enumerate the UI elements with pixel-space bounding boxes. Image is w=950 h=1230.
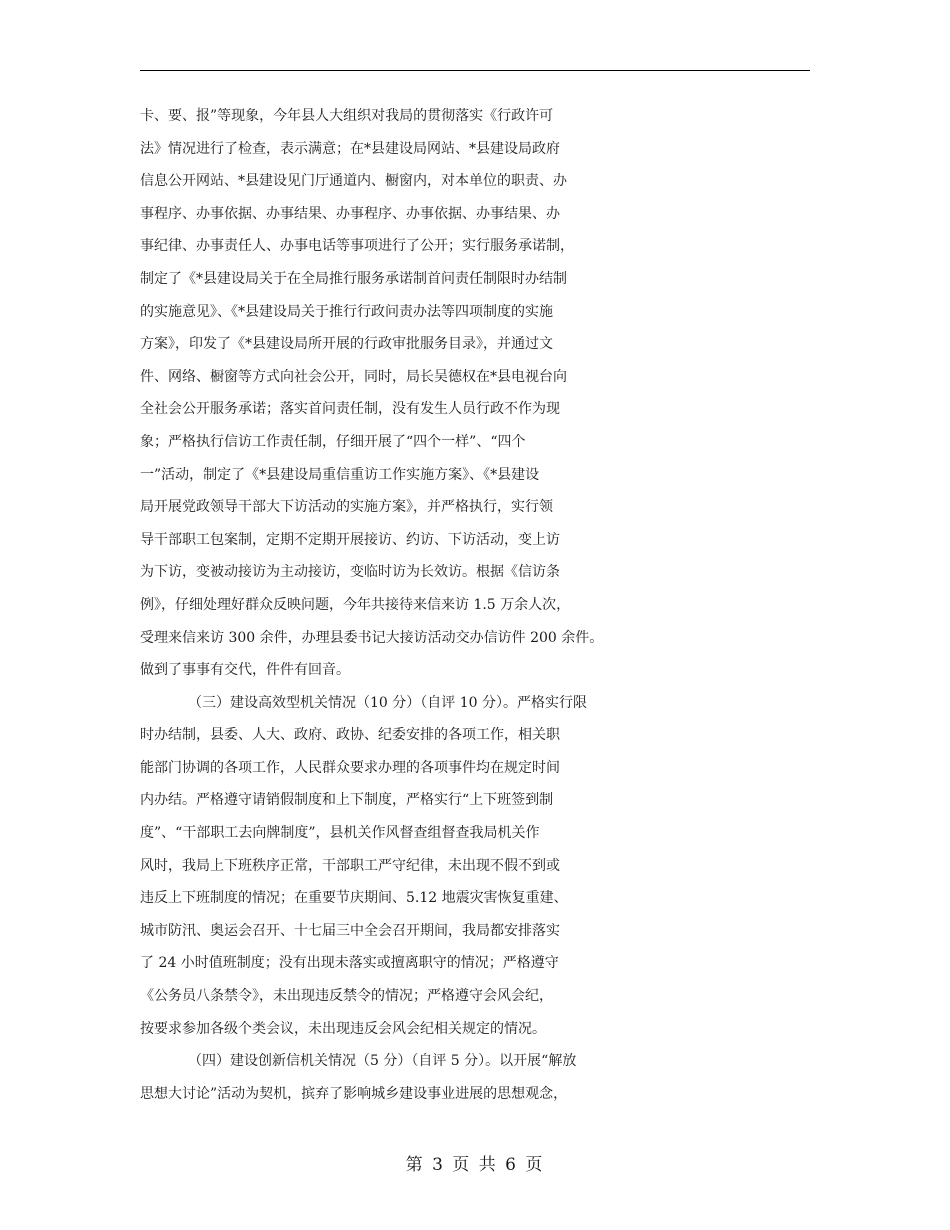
text-line: 做到了事事有交代，件件有回音。 (140, 662, 350, 679)
text-line: 按要求参加各级个类会议，未出现违反会风会纪相关规定的情况。 (140, 1020, 546, 1037)
footer-middle: 页 共 (452, 1155, 498, 1175)
text-line: 受理来信来访 300 余件，办理县委书记大接访活动交办信访件 200 余件。 (140, 629, 604, 646)
text-line: 能部门协调的各项工作，人民群众要求办理的各项事件均在规定时间 (140, 759, 560, 776)
footer-suffix: 页 (525, 1155, 545, 1175)
text-line: 局开展党政领导干部大下访活动的实施方案》，并严格执行，实行领 (140, 499, 553, 516)
text-line: 度”、“干部职工去向牌制度”，县机关作风督查组督查我局机关作 (140, 825, 540, 842)
text-line: 《公务员八条禁令》，未出现违反禁令的情况；严格遵守会风会纪， (140, 988, 553, 1005)
text-line: 风时，我局上下班秩序正常，干部职工严守纪律，未出现不假不到或 (140, 857, 560, 874)
text-line: 方案》，印发了《*县建设局所开展的行政审批服务目录》，并通过文 (140, 336, 553, 353)
text-line: （四）建设创新信机关情况（5 分）（自评 5 分）。以开展“解放 (188, 1053, 577, 1070)
text-line: 事纪律、办事责任人、办事电话等事项进行了公开；实行服务承诺制， (140, 238, 574, 255)
footer-current-page: 3 (432, 1155, 445, 1175)
text-line: 时办结制，县委、人大、政府、政协、纪委安排的各项工作，相关职 (140, 727, 560, 744)
text-line: 一”活动，制定了《*县建设局重信重访工作实施方案》、《*县建设 (140, 466, 540, 483)
text-line: 城市防汛、奥运会召开、十七届三中全会召开期间，我局都安排落实 (140, 922, 560, 939)
text-line: 件、网络、橱窗等方式向社会公开，同时，局长吴德权在*县电视台向 (140, 368, 567, 385)
text-line: （三）建设高效型机关情况（10 分）（自评 10 分）。严格实行限 (188, 694, 587, 711)
body-text (140, 100, 840, 1110)
text-line: 事程序、办事依据、办事结果、办事程序、办事依据、办事结果、办 (140, 205, 560, 222)
text-line: 思想大讨论”活动为契机，摈弃了影响城乡建设事业进展的思想观念， (140, 1085, 568, 1102)
text-line: 内办结。严格遵守请销假制度和上下制度，严格实行“上下班签到制 (140, 792, 554, 809)
text-line: 法》情况进行了检查，表示满意；在*县建设局网站、*县建设局政府 (140, 140, 560, 157)
text-line: 导干部职工包案制，定期不定期开展接访、约访、下访活动，变上访 (140, 531, 560, 548)
text-line: 违反上下班制度的情况；在重要节庆期间、5.12 地震灾害恢复重建、 (140, 890, 568, 907)
text-line: 制定了《*县建设局关于在全局推行服务承诺制首问责任制限时办结制 (140, 270, 567, 287)
header-rule (140, 70, 810, 71)
footer-total-pages: 6 (505, 1155, 518, 1175)
text-line: 卡、要、报”等现象，今年县人大组织对我局的贯彻落实《行政许可 (140, 108, 554, 124)
text-line: 的实施意见》、《*县建设局关于推行行政问责办法等四项制度的实施 (140, 303, 553, 320)
text-line: 象；严格执行信访工作责任制，仔细开展了“四个一样”、“四个 (140, 433, 526, 450)
text-line: 了 24 小时值班制度；没有出现未落实或擅离职守的情况；严格遵守 (140, 955, 559, 972)
text-line: 为下访，变被动接访为主动接访，变临时访为长效访。根据《信访条 (140, 564, 560, 581)
page-footer (0, 1150, 950, 1175)
text-line: 信息公开网站、*县建设见门厅通道内、橱窗内，对本单位的职责、办 (140, 173, 567, 190)
text-line: 全社会公开服务承诺；落实首问责任制，没有发生人员行政不作为现 (140, 401, 560, 418)
text-line: 例》，仔细处理好群众反映问题，今年共接待来信来访 1.5 万余人次， (140, 596, 571, 613)
footer-prefix: 第 (405, 1155, 425, 1175)
